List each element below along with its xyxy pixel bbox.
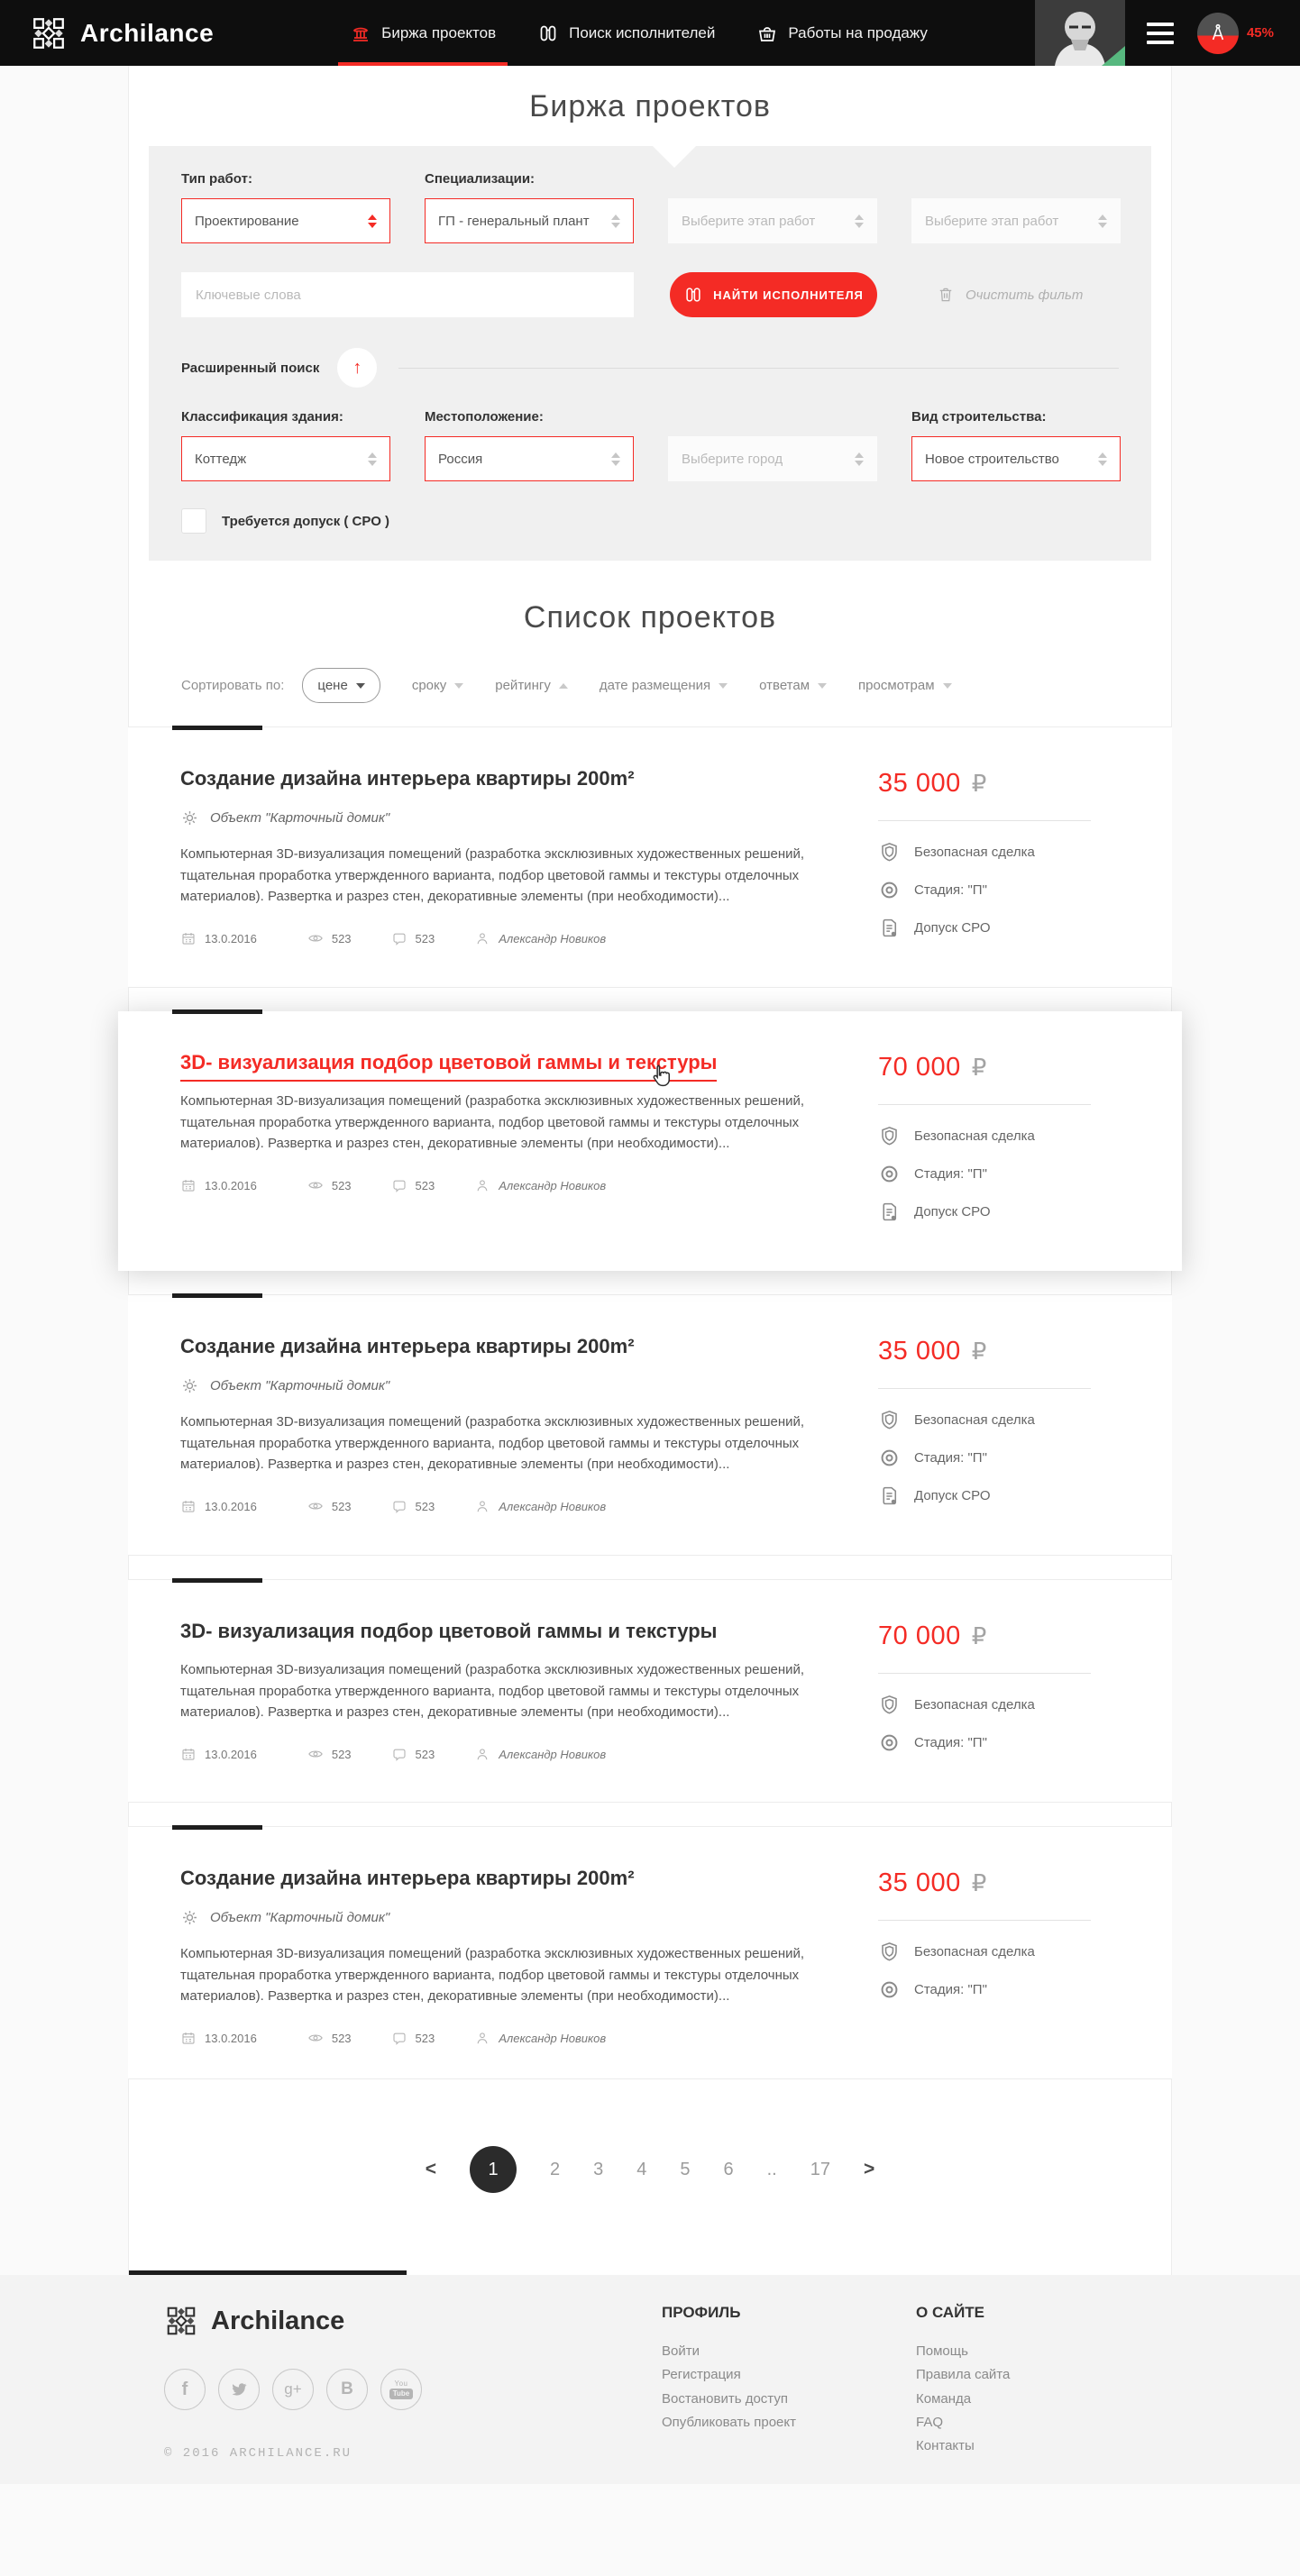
- google-plus-icon: g+: [284, 2380, 302, 2398]
- project-meta: [180, 1177, 838, 1193]
- city-select[interactable]: Выберите город: [668, 436, 877, 481]
- project-perk: Безопасная сделка: [878, 1409, 1129, 1431]
- filter-panel: [149, 146, 1151, 561]
- project-side: [878, 767, 1129, 955]
- footer-column-title: О САЙТЕ: [916, 2304, 985, 2322]
- sro-label: Требуется допуск ( СРО ): [222, 513, 390, 529]
- project-author[interactable]: Александр Новиков: [474, 1746, 606, 1762]
- project-date: 13.0.2016: [180, 1498, 257, 1514]
- advanced-search-label: Расширенный поиск: [181, 360, 320, 376]
- pagination-page[interactable]: 3: [593, 2159, 604, 2179]
- project-title[interactable]: Создание дизайна интерьера квартиры 200m²: [180, 1335, 635, 1357]
- project-description: Компьютерная 3D-визуализация помещений (разработка эксклюзивных художественных решений, тщательная проработка утвержденного варианта, подбор цветовой гаммы и текстуры отделочных материалов). Развертка и разрез стен, декоративные элементы (при необходимости)...: [180, 846, 805, 905]
- project-perk: Допуск СРО: [878, 1484, 1129, 1507]
- youtube-icon: You Tube: [389, 2380, 414, 2399]
- social-twitter-button[interactable]: [218, 2369, 260, 2410]
- select-arrows-icon: [611, 215, 620, 228]
- comment-icon: [391, 1498, 407, 1514]
- footer-link[interactable]: Контакты: [916, 2438, 975, 2454]
- brand[interactable]: [30, 0, 214, 66]
- shield-icon: [878, 1694, 901, 1716]
- project-card[interactable]: [128, 1579, 1172, 1803]
- person-icon: [474, 930, 490, 946]
- currency-ruble: ₽: [971, 770, 987, 797]
- profile-progress-badge[interactable]: [1197, 13, 1239, 54]
- archilance-logo-icon: [164, 2304, 198, 2338]
- sort-arrow-icon: [818, 683, 827, 689]
- divider: [878, 1673, 1091, 1674]
- divider: [878, 1104, 1091, 1105]
- footer-link[interactable]: Опубликовать проект: [662, 2414, 796, 2430]
- eye-icon: [307, 1746, 324, 1762]
- comment-icon: [391, 1746, 407, 1762]
- project-object: Объект "Карточный домик": [180, 1376, 838, 1395]
- profile-progress-value: 45%: [1246, 25, 1274, 41]
- project-author[interactable]: Александр Новиков: [474, 2030, 606, 2046]
- divider: [878, 820, 1091, 821]
- eye-icon: [307, 930, 324, 946]
- top-header: [0, 0, 1300, 66]
- select-arrows-icon: [855, 215, 864, 228]
- project-comments[interactable]: 523: [391, 2030, 435, 2046]
- currency-ruble: ₽: [971, 1338, 987, 1365]
- divider: [398, 368, 1119, 369]
- project-comments[interactable]: 523: [391, 1177, 435, 1193]
- footer: [0, 2275, 1300, 2484]
- project-price: 35 000 ₽: [878, 1337, 987, 1366]
- sort-arrow-icon: [356, 683, 365, 689]
- document-icon: [878, 1201, 901, 1223]
- avatar-photo: [1035, 0, 1125, 66]
- binoculars-icon: [537, 23, 559, 44]
- location-label: Местоположение:: [425, 409, 544, 425]
- sro-checkbox[interactable]: [181, 508, 206, 534]
- footer-column-title: ПРОФИЛЬ: [662, 2304, 741, 2322]
- select-arrows-icon: [1098, 215, 1107, 228]
- footer-column-profile: [662, 2304, 894, 2461]
- project-price: 35 000 ₽: [878, 769, 987, 798]
- project-author[interactable]: Александр Новиков: [474, 1498, 606, 1514]
- twitter-icon: [230, 2380, 248, 2398]
- sort-arrow-icon: [719, 683, 728, 689]
- document-icon: [878, 1484, 901, 1507]
- footer-link[interactable]: Востановить доступ: [662, 2390, 788, 2407]
- project-price: 70 000 ₽: [878, 1053, 987, 1082]
- vk-icon: B: [341, 2380, 353, 2399]
- gear-icon: [180, 1376, 199, 1395]
- social-youtube-button[interactable]: [380, 2369, 422, 2410]
- find-performer-button[interactable]: НАЙТИ ИСПОЛНИТЕЛЯ: [670, 272, 877, 317]
- project-price: 70 000 ₽: [878, 1621, 987, 1650]
- sort-option-3[interactable]: дате размещения: [600, 678, 728, 693]
- project-perk: Допуск СРО: [878, 1201, 1129, 1223]
- comment-icon: [391, 2030, 407, 2046]
- project-comments[interactable]: 523: [391, 1746, 435, 1762]
- gear-icon: [180, 808, 199, 827]
- brand-name: Archilance: [80, 18, 215, 47]
- user-avatar[interactable]: [1035, 0, 1125, 66]
- stage-select[interactable]: Выберите этап работ: [668, 198, 877, 243]
- project-perk: Стадия: "П": [878, 879, 1129, 901]
- project-perk: Допуск СРО: [878, 917, 1129, 939]
- basket-icon: [756, 23, 778, 44]
- footer-link[interactable]: Правила сайта: [916, 2367, 1011, 2383]
- project-description: Компьютерная 3D-визуализация помещений (разработка эксклюзивных художественных решений, тщательная проработка утвержденного варианта, подбор цветовой гаммы и текстуры отделочных материалов). Развертка и разрез стен, декоративные элементы (при необходимости)...: [180, 1946, 805, 2005]
- project-title[interactable]: 3D- визуализация подбор цветовой гаммы и текстуры: [180, 1051, 838, 1074]
- project-description: Компьютерная 3D-визуализация помещений (разработка эксклюзивных художественных решений, тщательная проработка утвержденного варианта, подбор цветовой гаммы и текстуры отделочных материалов). Развертка и разрез стен, декоративные элементы (при необходимости)...: [180, 1662, 805, 1721]
- sort-arrow-icon: [559, 683, 568, 689]
- pagination-page[interactable]: 4: [636, 2159, 647, 2179]
- gear-icon: [180, 1908, 199, 1927]
- arrow-up-icon: ↑: [352, 357, 362, 378]
- country-select[interactable]: Россия: [425, 436, 634, 481]
- project-meta: [180, 1498, 838, 1514]
- project-date: 13.0.2016: [180, 2030, 257, 2046]
- stage-select-2[interactable]: Выберите этап работ: [911, 198, 1121, 243]
- project-card[interactable]: [128, 1826, 1172, 2079]
- pagination-prev[interactable]: <: [425, 2159, 436, 2180]
- sort-arrow-icon: [454, 683, 463, 689]
- hand-cursor: [647, 1063, 674, 1090]
- project-views: 523: [307, 2030, 352, 2046]
- sort-option-1[interactable]: сроку: [412, 678, 463, 693]
- footer-link[interactable]: Команда: [916, 2390, 972, 2407]
- footer-brand[interactable]: Archilance: [164, 2304, 543, 2338]
- project-object: Объект "Карточный домик": [180, 808, 838, 827]
- pagination-page[interactable]: 17: [810, 2159, 830, 2179]
- archilance-logo-icon: [30, 14, 68, 52]
- social-links: [164, 2369, 543, 2410]
- select-arrows-icon: [1098, 452, 1107, 466]
- stage-icon: [878, 1731, 901, 1754]
- person-icon: [474, 1498, 490, 1514]
- stage-icon: [878, 1978, 901, 2001]
- pagination-page[interactable]: 6: [723, 2159, 734, 2179]
- project-side: [878, 1335, 1129, 1522]
- project-perk: Стадия: "П": [878, 1978, 1129, 2001]
- project-comments[interactable]: 523: [391, 1498, 435, 1514]
- footer-link[interactable]: Войти: [662, 2343, 700, 2360]
- nav-item-2[interactable]: Работы на продажу: [736, 0, 948, 66]
- divider: [878, 1920, 1091, 1921]
- keywords-input[interactable]: [181, 272, 634, 317]
- project-views: 523: [307, 1498, 352, 1514]
- project-perk: Безопасная сделка: [878, 1125, 1129, 1147]
- spec-label: Специализации:: [425, 171, 536, 187]
- clear-filter-button[interactable]: Очистить фильт: [937, 286, 1083, 304]
- pagination-page-current[interactable]: 1: [470, 2146, 517, 2193]
- person-icon: [474, 1177, 490, 1193]
- eye-icon: [307, 1498, 324, 1514]
- pagination-page[interactable]: 2: [550, 2159, 561, 2179]
- sort-option-2[interactable]: рейтингу: [495, 678, 568, 693]
- person-icon: [474, 2030, 490, 2046]
- sort-arrow-icon: [943, 683, 952, 689]
- person-icon: [474, 1746, 490, 1762]
- select-arrows-icon: [368, 215, 377, 228]
- footer-link[interactable]: Помощь: [916, 2343, 968, 2360]
- shield-icon: [878, 1409, 901, 1431]
- sort-label: Сортировать по:: [181, 678, 285, 693]
- select-arrows-icon: [855, 452, 864, 466]
- project-author[interactable]: Александр Новиков: [474, 1177, 606, 1193]
- project-perk: Безопасная сделка: [878, 1694, 1129, 1716]
- project-object: Объект "Карточный домик": [180, 1908, 838, 1927]
- project-card[interactable]: [128, 726, 1172, 988]
- footer-column-about: [916, 2304, 1010, 2461]
- project-description: Компьютерная 3D-визуализация помещений (разработка эксклюзивных художественных решений, тщательная проработка утвержденного варианта, подбор цветовой гаммы и текстуры отделочных материалов). Развертка и разрез стен, декоративные элементы (при необходимости)...: [180, 1414, 805, 1473]
- sort-bar: [181, 668, 1171, 703]
- pagination: [129, 2146, 1171, 2193]
- project-views: 523: [307, 1746, 352, 1762]
- calendar-icon: [180, 1177, 197, 1193]
- header-right: [1035, 0, 1300, 66]
- copyright: © 2016 ARCHILANCE.RU: [164, 2446, 352, 2462]
- shield-icon: [878, 1125, 901, 1147]
- menu-icon[interactable]: [1147, 23, 1174, 44]
- document-icon: [878, 917, 901, 939]
- project-title[interactable]: 3D- визуализация подбор цветовой гаммы и текстуры: [180, 1620, 718, 1642]
- footer-link[interactable]: FAQ: [916, 2414, 944, 2430]
- shield-icon: [878, 841, 901, 863]
- project-list: [129, 726, 1171, 2079]
- project-title[interactable]: Создание дизайна интерьера квартиры 200m²: [180, 767, 635, 790]
- comment-icon: [391, 1177, 407, 1193]
- trash-icon: [937, 286, 955, 304]
- main-nav: [329, 0, 948, 66]
- pagination-next[interactable]: >: [864, 2159, 875, 2180]
- facebook-icon: f: [181, 2379, 188, 2399]
- column-icon: [350, 23, 371, 44]
- stage-icon: [878, 1447, 901, 1469]
- currency-ruble: ₽: [971, 1622, 987, 1649]
- select-arrows-icon: [368, 452, 377, 466]
- project-date: 13.0.2016: [180, 1746, 257, 1762]
- calendar-icon: [180, 1746, 197, 1762]
- build-type-select[interactable]: Новое строительство: [911, 436, 1121, 481]
- project-card[interactable]: [118, 1011, 1182, 1271]
- footer-link[interactable]: Регистрация: [662, 2367, 741, 2383]
- shield-icon: [878, 1941, 901, 1963]
- nav-item-1[interactable]: Поиск исполнителей: [517, 0, 736, 66]
- project-author[interactable]: Александр Новиков: [474, 930, 606, 946]
- calendar-icon: [180, 1498, 197, 1514]
- currency-ruble: ₽: [971, 1054, 987, 1081]
- project-perk: Стадия: "П": [878, 1163, 1129, 1185]
- project-description: Компьютерная 3D-визуализация помещений (разработка эксклюзивных художественных решений, тщательная проработка утвержденного варианта, подбор цветовой гаммы и текстуры отделочных материалов). Развертка и разрез стен, декоративные элементы (при необходимости)...: [180, 1093, 805, 1152]
- list-title: Список проектов: [523, 600, 777, 635]
- project-meta: [180, 1746, 838, 1762]
- currency-ruble: ₽: [971, 1869, 987, 1896]
- project-card[interactable]: [128, 1294, 1172, 1556]
- project-side: [878, 1051, 1129, 1238]
- sort-option-0[interactable]: цене: [302, 668, 380, 703]
- project-perk: Безопасная сделка: [878, 841, 1129, 863]
- nav-item-0[interactable]: Биржа проектов: [329, 0, 517, 66]
- pagination-page[interactable]: 5: [680, 2159, 691, 2179]
- collapse-advanced-button[interactable]: [337, 348, 377, 388]
- project-meta: [180, 930, 838, 946]
- project-perk: Стадия: "П": [878, 1447, 1129, 1469]
- project-comments[interactable]: 523: [391, 930, 435, 946]
- calendar-icon: [180, 930, 197, 946]
- project-date: 13.0.2016: [180, 1177, 257, 1193]
- project-views: 523: [307, 930, 352, 946]
- binoculars-icon: [683, 285, 703, 305]
- eye-icon: [307, 1177, 324, 1193]
- social-vk-button[interactable]: [326, 2369, 368, 2410]
- project-price: 35 000 ₽: [878, 1868, 987, 1897]
- project-date: 13.0.2016: [180, 930, 257, 946]
- compass-icon: [1207, 23, 1229, 44]
- project-meta: [180, 2030, 838, 2046]
- comment-icon: [391, 930, 407, 946]
- calendar-icon: [180, 2030, 197, 2046]
- class-label: Классификация здания:: [181, 409, 343, 425]
- divider: [878, 1388, 1091, 1389]
- project-side: [878, 1867, 1129, 2046]
- content: [128, 66, 1172, 2275]
- stage-icon: [878, 879, 901, 901]
- pagination-page[interactable]: ..: [766, 2159, 777, 2179]
- sort-option-5[interactable]: просмотрам: [858, 678, 952, 693]
- building-class-select[interactable]: Коттедж: [181, 436, 390, 481]
- project-side: [878, 1620, 1129, 1769]
- eye-icon: [307, 2030, 324, 2046]
- select-arrows-icon: [611, 452, 620, 466]
- social-facebook-button[interactable]: [164, 2369, 206, 2410]
- sort-option-4[interactable]: ответам: [759, 678, 827, 693]
- project-title[interactable]: Создание дизайна интерьера квартиры 200m²: [180, 1867, 635, 1889]
- project-views: 523: [307, 1177, 352, 1193]
- project-perk: Стадия: "П": [878, 1731, 1129, 1754]
- spec-select[interactable]: ГП - генеральный плант: [425, 198, 634, 243]
- build-type-label: Вид строительства:: [911, 409, 1047, 425]
- stage-icon: [878, 1163, 901, 1185]
- social-google-plus-button[interactable]: [272, 2369, 314, 2410]
- page-title: Биржа проектов: [529, 89, 771, 123]
- project-perk: Безопасная сделка: [878, 1941, 1129, 1963]
- type-label: Тип работ:: [181, 171, 252, 187]
- type-select[interactable]: Проектирование: [181, 198, 390, 243]
